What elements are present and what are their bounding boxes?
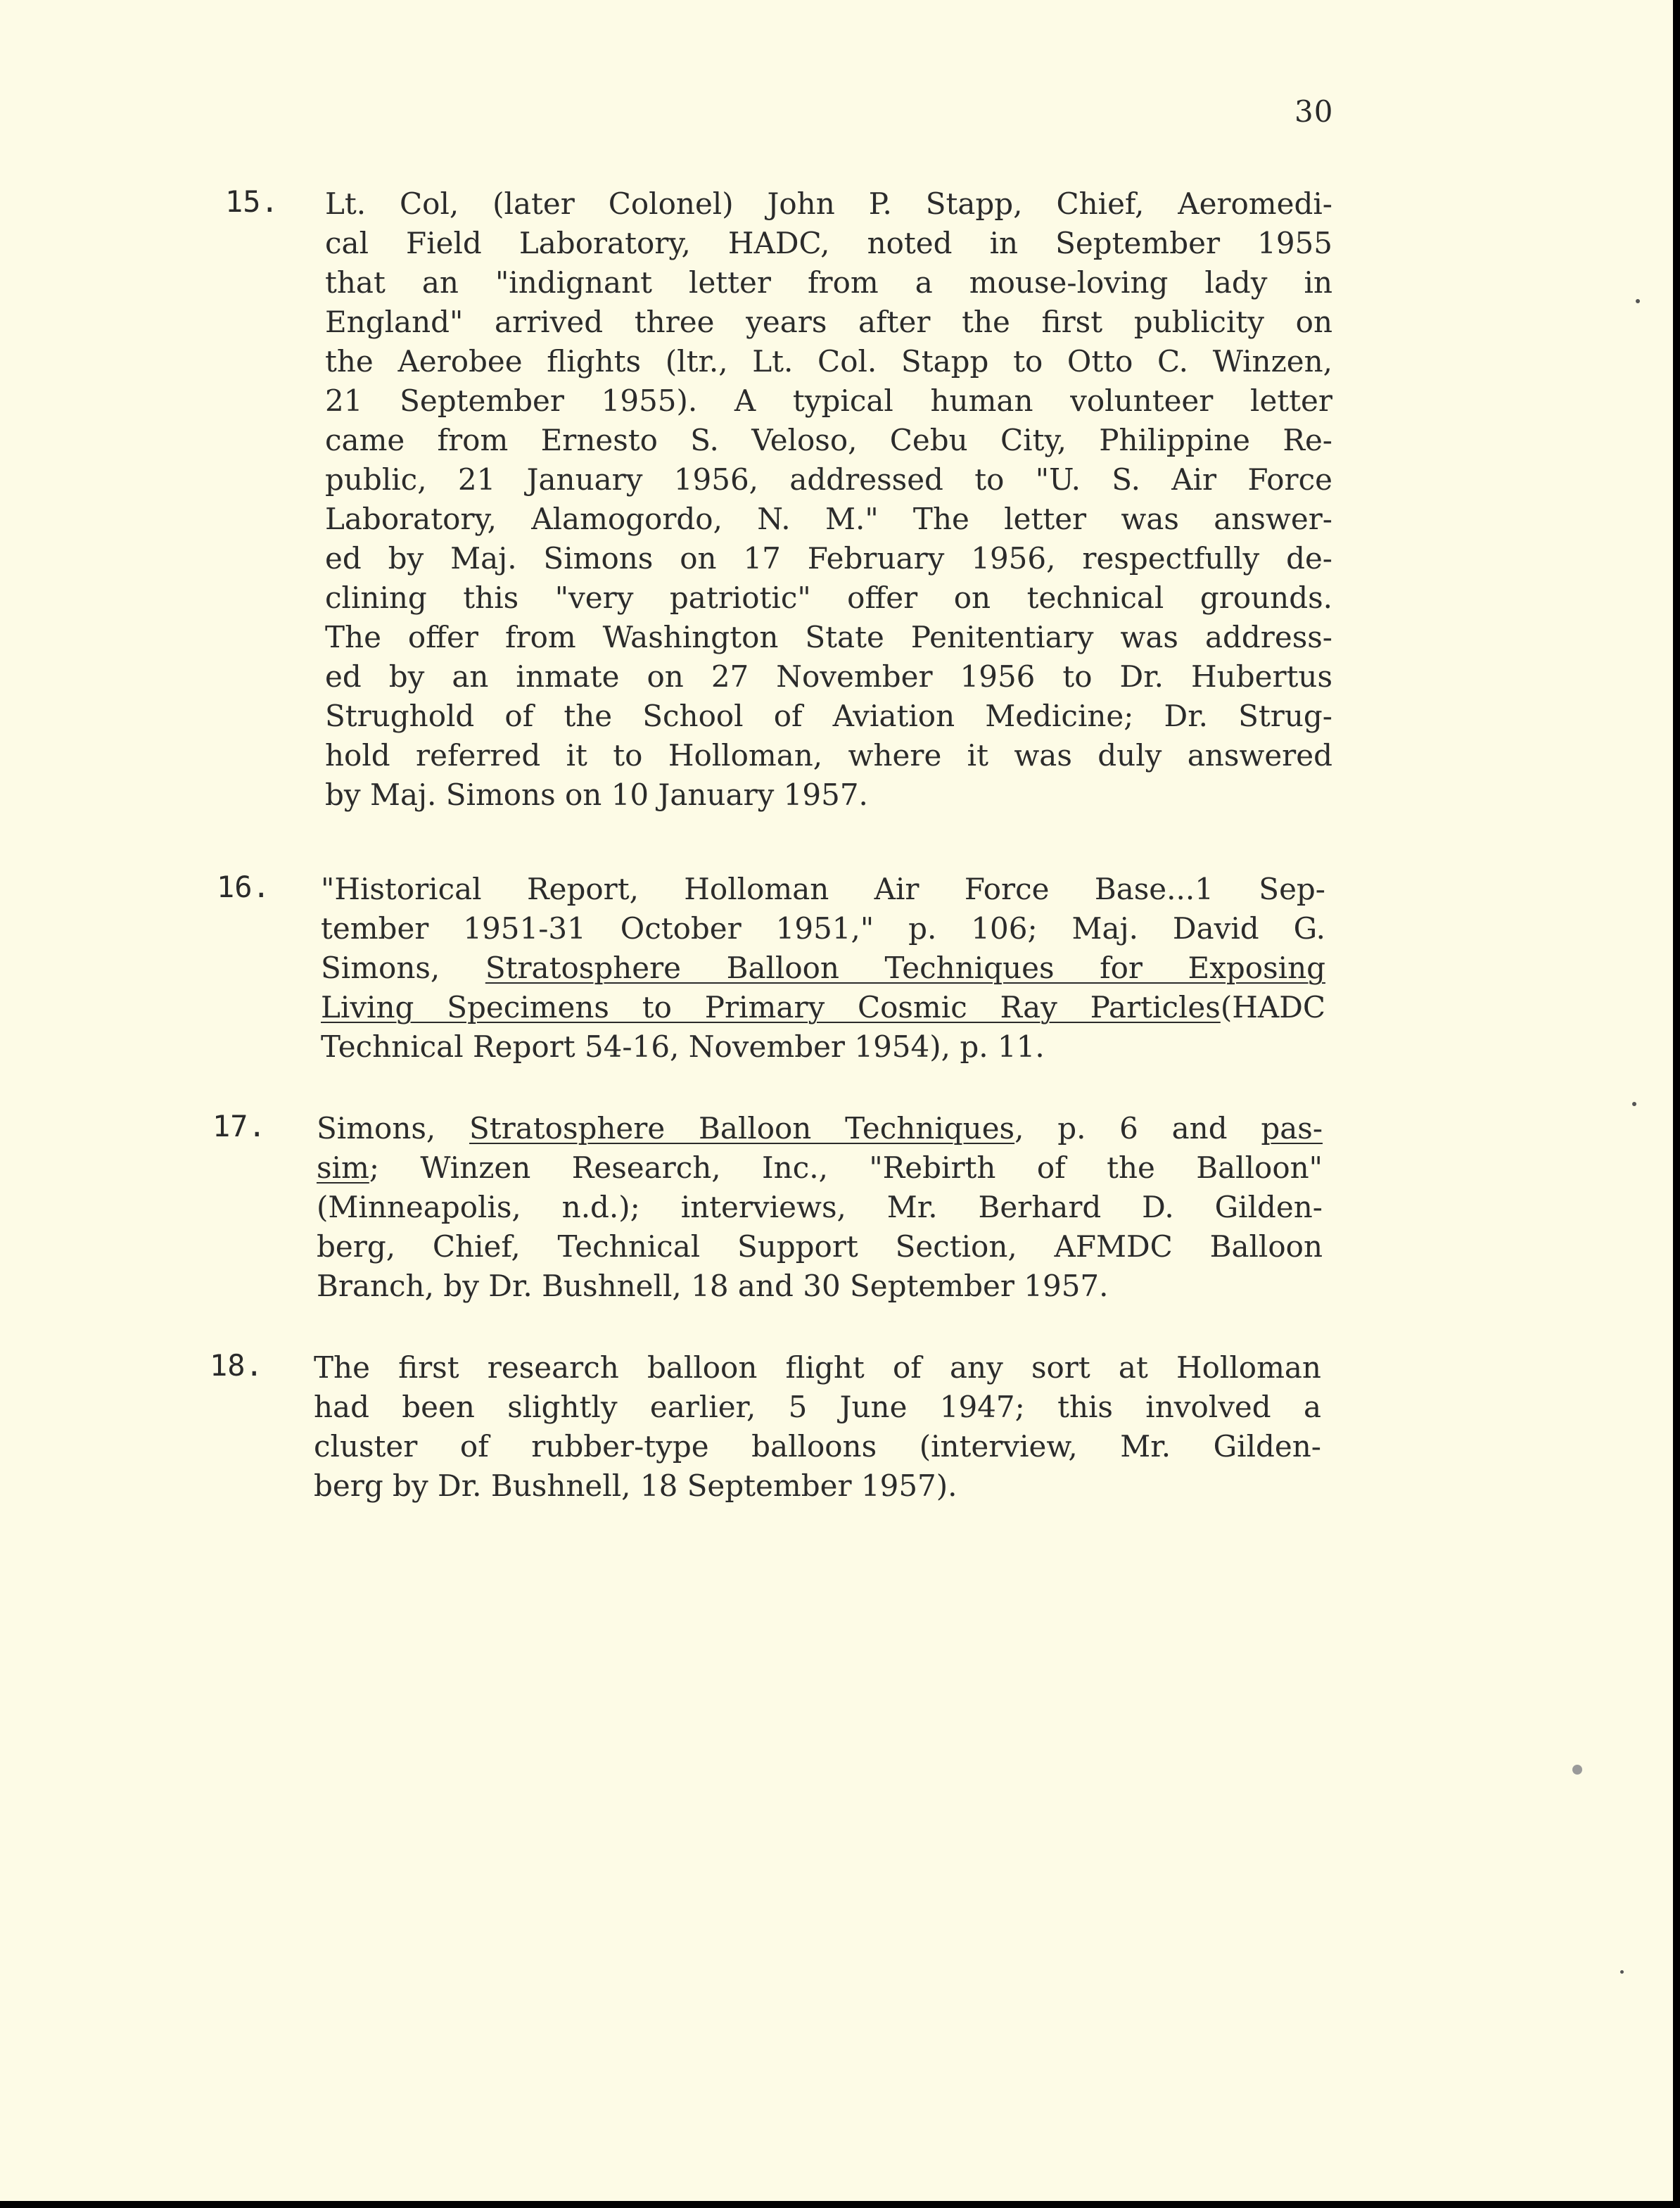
line-text: ed by an inmate on 27 November 1956 to Dr. Hubertus — [325, 659, 1332, 694]
footnote-line — [317, 1188, 1323, 1227]
footnote-line — [317, 1148, 1323, 1188]
footnote-number: 17. — [212, 1109, 266, 1143]
footnote-line — [321, 988, 1325, 1027]
line-text: came from Ernesto S. Veloso, Cebu City, Philippine Re- — [325, 423, 1332, 457]
line-text: The first research balloon flight of any sort at Holloman — [314, 1350, 1321, 1385]
footnote-line — [317, 1109, 1323, 1148]
underlined-title: Living Specimens to Primary Cosmic Ray Particles — [321, 990, 1221, 1024]
line-text: public, 21 January 1956, addressed to "U. S. Air Force — [325, 462, 1332, 497]
underlined-title: Stratosphere Balloon Techniques for Exposing — [485, 951, 1325, 985]
footnote-line — [317, 1227, 1323, 1267]
footnote-number: 15. — [225, 184, 279, 219]
footnote-text — [314, 1348, 1321, 1506]
footnote-line — [325, 578, 1332, 618]
line-text: tember 1951-31 October 1951," p. 106; Maj. David G. — [321, 911, 1325, 946]
line-text: cluster of rubber-type balloons (interview, Mr. Gilden- — [314, 1429, 1321, 1464]
footnote-line — [314, 1466, 1321, 1506]
line-text: 21 September 1955). A typical human volunteer letter — [325, 383, 1332, 418]
line-text: Technical Report 54-16, November 1954), p. 11. — [321, 1029, 1045, 1064]
footnote-line — [321, 948, 1325, 988]
footnote-line — [317, 1267, 1323, 1306]
line-text: Simons, — [317, 1111, 470, 1146]
line-text: ed by Maj. Simons on 17 February 1956, respectfully de- — [325, 541, 1332, 576]
line-text: Strughold of the School of Aviation Medicine; Dr. Strug- — [325, 699, 1332, 733]
footnote-line — [325, 736, 1332, 775]
footnote-line — [325, 263, 1332, 303]
line-text: , p. 6 and — [1014, 1111, 1261, 1146]
scan-speck — [1620, 1970, 1624, 1974]
underlined-title: sim — [317, 1150, 369, 1185]
footnote-line — [325, 460, 1332, 500]
line-text: berg, Chief, Technical Support Section, AFMDC Balloon — [317, 1229, 1323, 1264]
footnote-line — [325, 500, 1332, 539]
scan-speck — [1632, 1102, 1636, 1106]
line-text: Lt. Col, (later Colonel) John P. Stapp, Chief, Aeromedi- — [325, 186, 1332, 221]
footnote-line — [314, 1388, 1321, 1427]
footnote-text — [325, 184, 1332, 815]
footnote-line — [325, 697, 1332, 736]
footnote-line — [321, 909, 1325, 948]
footnote-line — [325, 775, 1332, 815]
footnote-number: 18. — [210, 1348, 263, 1383]
line-text: by Maj. Simons on 10 January 1957. — [325, 778, 868, 812]
footnote-text — [321, 870, 1325, 1067]
footnote-text — [317, 1109, 1323, 1306]
line-text: Simons, — [321, 951, 485, 985]
line-text: (Minneapolis, n.d.); interviews, Mr. Berhard D. Gilden- — [317, 1190, 1323, 1224]
line-text: the Aerobee flights (ltr., Lt. Col. Stapp to Otto C. Winzen, — [325, 344, 1332, 379]
line-text: had been slightly earlier, 5 June 1947; this involved a — [314, 1390, 1321, 1424]
footnote-line — [325, 184, 1332, 224]
scan-speck — [1572, 1765, 1582, 1775]
line-text: hold referred it to Holloman, where it was duly answered — [325, 738, 1332, 773]
footnote-line — [325, 224, 1332, 263]
footnote-line — [325, 342, 1332, 381]
line-text: berg by Dr. Bushnell, 18 September 1957). — [314, 1468, 957, 1503]
line-text: (HADC — [1220, 990, 1325, 1024]
footnote-line — [314, 1427, 1321, 1466]
line-text: Laboratory, Alamogordo, N. M." The letter was answer- — [325, 502, 1332, 536]
footnote-line — [325, 381, 1332, 421]
underlined-title: Stratosphere Balloon Techniques — [469, 1111, 1015, 1146]
line-text: "Historical Report, Holloman Air Force Base...1 Sep- — [321, 872, 1325, 906]
line-text: cal Field Laboratory, HADC, noted in September 1955 — [325, 226, 1332, 260]
footnote-line — [321, 1027, 1325, 1067]
line-text: The offer from Washington State Penitentiary was address- — [325, 620, 1332, 654]
line-text: that an "indignant letter from a mouse-loving lady in — [325, 265, 1332, 300]
footnote-number: 16. — [217, 870, 270, 904]
line-text: Branch, by Dr. Bushnell, 18 and 30 September 1957. — [317, 1269, 1109, 1303]
footnote-line — [321, 870, 1325, 909]
footnote-line — [325, 657, 1332, 697]
footnote-line — [325, 303, 1332, 342]
line-text: ; Winzen Research, Inc., "Rebirth of the Balloon" — [369, 1150, 1323, 1185]
footnote-line — [325, 618, 1332, 657]
page-number: 30 — [1294, 94, 1334, 129]
footnote-line — [325, 539, 1332, 578]
footnote-line — [325, 421, 1332, 460]
line-text: clining this "very patriotic" offer on technical grounds. — [325, 580, 1332, 615]
underlined-title: pas- — [1261, 1111, 1323, 1146]
line-text: England" arrived three years after the first publicity on — [325, 305, 1332, 339]
footnote-line — [314, 1348, 1321, 1388]
scan-speck — [1636, 299, 1640, 303]
